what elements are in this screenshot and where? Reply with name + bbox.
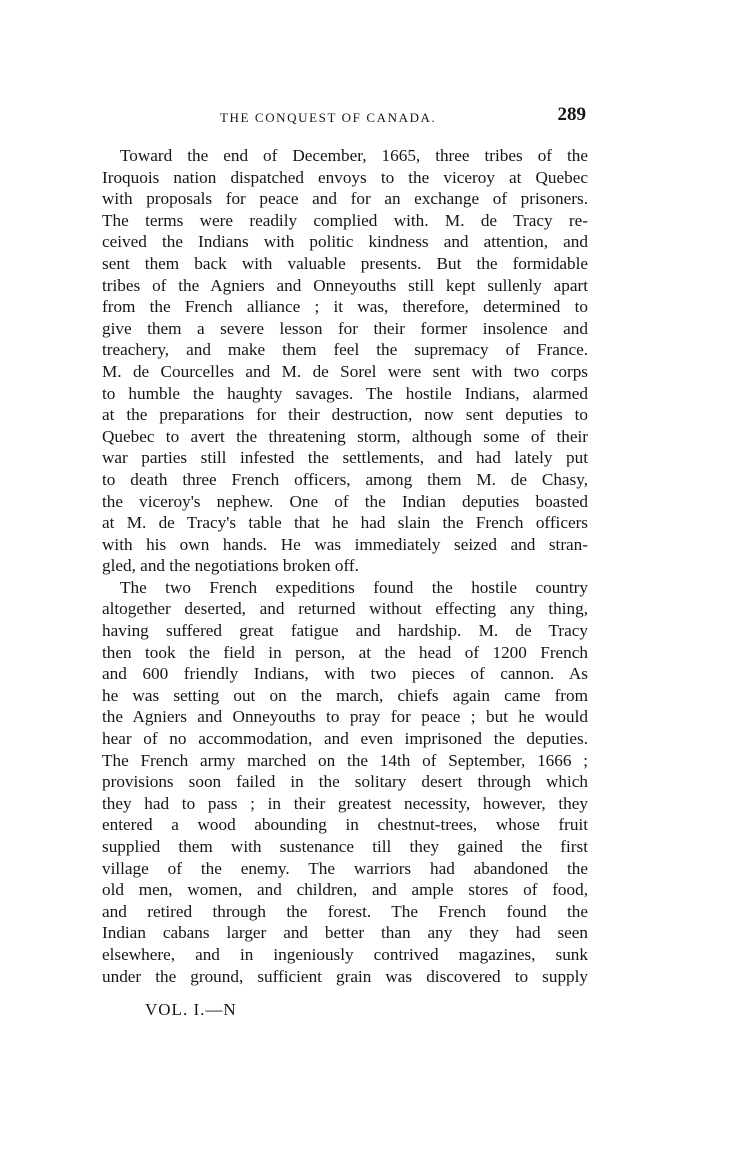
text-line: war parties still infested the settlements, and had lately put [102, 448, 588, 468]
text-line: tribes of the Agniers and Onneyouths still kept sullenly apart [102, 275, 588, 295]
text-line: and 600 friendly Indians, with two pieces of cannon. As [102, 664, 588, 684]
text-line: elsewhere, and in ingeniously contrived magazines, sunk [102, 944, 588, 964]
text-line: village of the enemy. The warriors had abandoned the [102, 858, 588, 878]
text-line: gled, and the negotiations broken off. [102, 556, 359, 576]
text-line: supplied them with sustenance till they gained the first [102, 837, 588, 856]
text-line: at the preparations for their destruction, now sent deputies to [102, 405, 588, 425]
running-title: THE CONQUEST OF CANADA. [220, 110, 437, 125]
text-line: to death three French officers, among them M. de Chasy, [102, 469, 588, 489]
text-line: M. de Courcelles and M. de Sorel were sent with two corps [102, 361, 588, 381]
text-line: Toward the end of December, 1665, three tribes of the [120, 146, 588, 165]
text-line: the viceroy's nephew. One of the Indian deputies boasted [102, 491, 588, 511]
text-line: entered a wood abounding in chestnut-trees, whose fruit [102, 815, 588, 835]
text-line: Iroquois nation dispatched envoys to the viceroy at Quebec [102, 167, 588, 187]
text-line: The French army marched on the 14th of September, 1666 ; [102, 750, 588, 770]
text-line: ceived the Indians with politic kindness and attention, and [102, 232, 588, 252]
text-line: having suffered great fatigue and hardship. M. de Tracy [102, 621, 588, 641]
text-line: under the ground, sufficient grain was discovered to supply [102, 966, 588, 986]
text-line: treachery, and make them feel the supremacy of France. [102, 340, 588, 360]
text-line: to humble the haughty savages. The hostile Indians, alarmed [102, 383, 588, 403]
signature-mark: VOL. I.—N [145, 1000, 237, 1019]
text-line: he was setting out on the march, chiefs again came from [102, 685, 588, 705]
text-line: they had to pass ; in their greatest necessity, however, they [102, 793, 588, 813]
page-number: 289 [557, 104, 586, 125]
text-line: give them a severe lesson for their former insolence and [102, 318, 588, 338]
text-line: the Agniers and Onneyouths to pray for peace ; but he would [102, 707, 588, 727]
running-head [102, 104, 588, 134]
text-line: from the French alliance ; it was, therefore, determined to [102, 297, 588, 317]
text-line: Quebec to avert the threatening storm, although some of their [102, 426, 588, 446]
text-line: and retired through the forest. The French found the [102, 901, 588, 921]
text-line: with his own hands. He was immediately seized and stran- [102, 534, 588, 554]
text-line: old men, women, and children, and ample stores of food, [102, 880, 588, 900]
text-line: hear of no accommodation, and even imprisoned the deputies. [102, 729, 588, 749]
text-line: then took the field in person, at the head of 1200 French [102, 642, 588, 662]
text-line: altogether deserted, and returned without effecting any thing, [102, 599, 588, 619]
text-line: Indian cabans larger and better than any they had seen [102, 923, 588, 943]
text-line: with proposals for peace and for an exchange of prisoners. [102, 189, 588, 209]
text-line: sent them back with valuable presents. But the formidable [102, 253, 588, 273]
text-line: The two French expeditions found the hostile country [120, 577, 588, 597]
body-text [102, 145, 588, 987]
text-line: provisions soon failed in the solitary desert through which [102, 772, 588, 792]
text-line: The terms were readily complied with. M. de Tracy re- [102, 210, 588, 230]
text-line: at M. de Tracy's table that he had slain the French officers [102, 513, 588, 533]
